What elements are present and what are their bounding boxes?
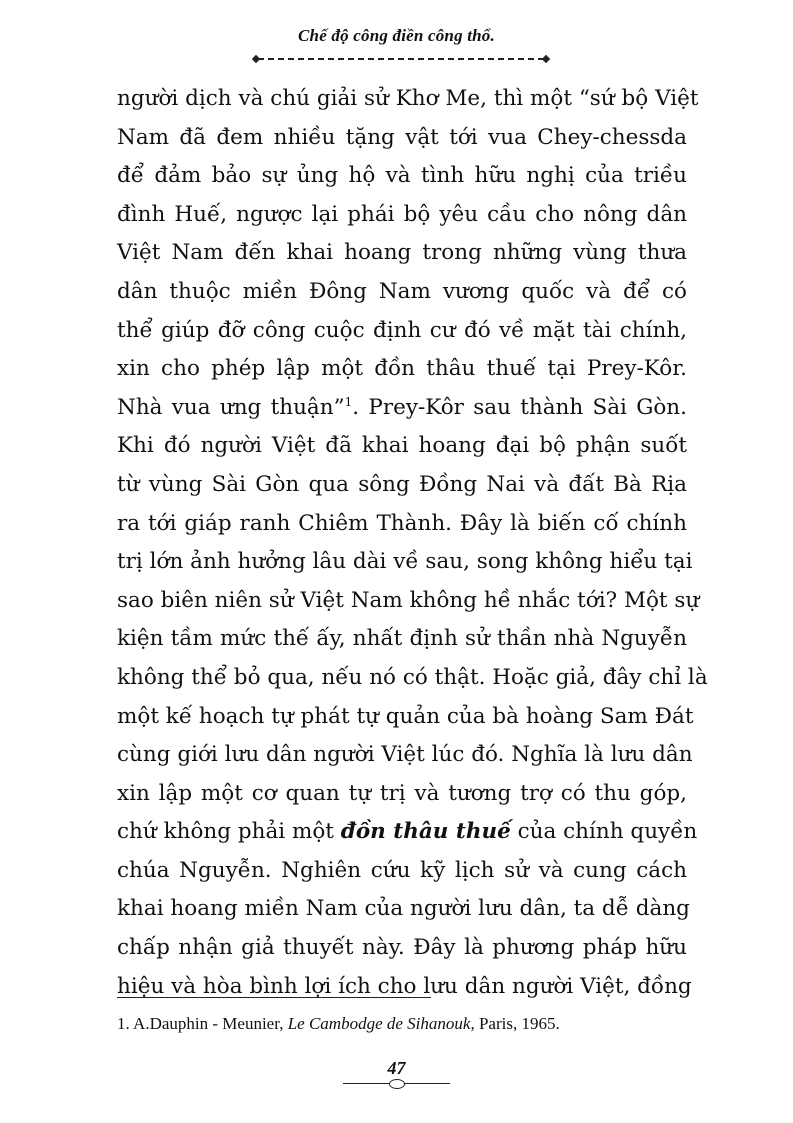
text-line: không thể bỏ qua, nếu nó có thật. Hoặc giả, đây chỉ là (117, 664, 708, 690)
page-ornament (343, 1083, 450, 1084)
footnote-marker: 1 (344, 394, 353, 409)
running-header: Chế độ công điền công thổ. (298, 26, 495, 45)
text-line: thể giúp đỡ công cuộc định cư đó về mặt tài chính, (117, 317, 687, 343)
header-rule (258, 58, 544, 60)
footnote-citation: 1. A.Dauphin - Meunier, (117, 1014, 288, 1033)
page-number: 47 (387, 1058, 406, 1078)
text-line: người dịch và chú giải sử Khơ Me, thì một “sứ bộ Việt (117, 86, 699, 111)
text-fragment: của chính quyền (510, 819, 698, 845)
body-text (117, 80, 708, 1006)
text-line: chấp nhận giả thuyết này. Đây là phương pháp hữu (117, 935, 687, 961)
rule-diamond-right (542, 55, 550, 63)
text-line: Nam đã đem nhiều tặng vật tới vua Chey-chessda (117, 124, 687, 150)
footnote (117, 1014, 687, 1034)
text-line: sao biên niên sử Việt Nam không hề nhắc tới? Một sự (117, 587, 700, 613)
rule-diamond-left (252, 55, 260, 63)
ornament-knot (389, 1079, 405, 1089)
emphasized-term: đồn thâu thuế (340, 819, 511, 845)
text-line: cùng giới lưu dân người Việt lúc đó. Nghĩa là lưu dân (117, 742, 693, 768)
text-fragment: . Prey-Kôr sau thành Sài Gòn. (352, 394, 687, 420)
text-line (117, 813, 698, 852)
text-fragment: Nhà vua ưng thuận” (117, 394, 345, 420)
text-line (117, 389, 687, 428)
text-line: đình Huế, ngược lại phái bộ yêu cầu cho nông dân (117, 201, 687, 227)
text-line: từ vùng Sài Gòn qua sông Đồng Nai và đất Bà Rịa (117, 471, 687, 497)
text-line: chúa Nguyễn. Nghiên cứu kỹ lịch sử và cung cách (117, 857, 687, 883)
text-line: khai hoang miền Nam của người lưu dân, ta dễ dàng (117, 896, 690, 922)
text-line: dân thuộc miền Đông Nam vương quốc và để có (117, 278, 687, 304)
text-line: ra tới giáp ranh Chiêm Thành. Đây là biến cố chính (117, 510, 687, 536)
text-line: để đảm bảo sự ủng hộ và tình hữu nghị của triều (117, 163, 687, 189)
text-line: xin cho phép lập một đồn thâu thuế tại Prey-Kôr. (117, 356, 687, 382)
footnote-citation-rest: , Paris, 1965. (470, 1014, 560, 1033)
text-line: một kế hoạch tự phát tự quản của bà hoàng Sam Đát (117, 703, 694, 729)
text-line: trị lớn ảnh hưởng lâu dài về sau, song không hiểu tại (117, 549, 693, 575)
footnote-rule (117, 997, 431, 998)
text-line: xin lập một cơ quan tự trị và tương trợ có thu góp, (117, 780, 687, 806)
footnote-book-title: Le Cambodge de Sihanouk (287, 1014, 471, 1033)
text-line: Khi đó người Việt đã khai hoang đại bộ phận suốt (117, 433, 687, 459)
text-line: kiện tầm mức thế ấy, nhất định sử thần nhà Nguyễn (117, 626, 687, 652)
text-line: hiệu và hòa bình lợi ích cho lưu dân người Việt, đồng (117, 973, 692, 999)
text-line: Việt Nam đến khai hoang trong những vùng thưa (117, 240, 687, 266)
text-fragment: chứ không phải một (117, 819, 341, 845)
